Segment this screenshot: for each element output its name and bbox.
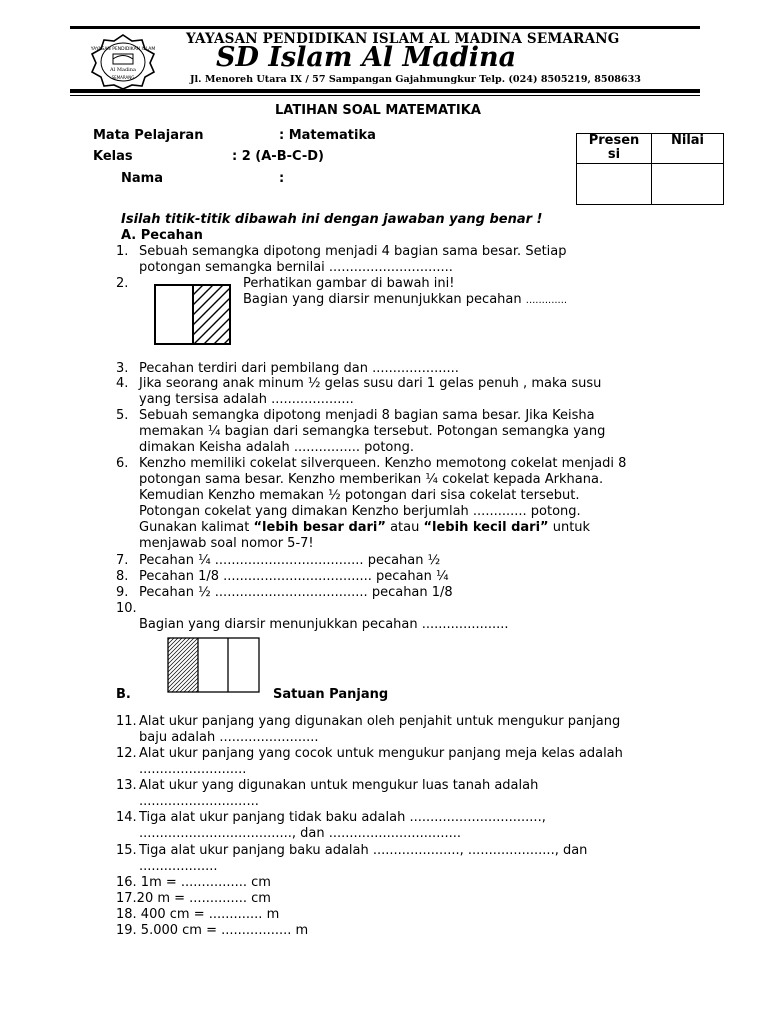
letterhead-top-border: [70, 26, 700, 29]
school-name: SD Islam Al Madina: [216, 42, 517, 73]
q2-text-2-main: Bagian yang diarsir menunjukkan pecahan: [243, 292, 522, 307]
section-a-title: A. Pecahan: [121, 228, 203, 243]
q4-number: 4.: [116, 376, 129, 391]
q7-number: 7.: [116, 553, 129, 568]
q15-number: 15.: [116, 843, 137, 858]
inst-part-5: untuk: [548, 520, 591, 535]
score-header: Nilai: [670, 133, 705, 148]
q6-text-3: Kemudian Kenzho memakan ½ potongan dari sisa cokelat tersebut.: [139, 488, 580, 503]
subject-value: : Matematika: [279, 128, 376, 143]
comparison-instruction-2: menjawab soal nomor 5-7!: [139, 536, 314, 551]
logo-mid-text: Al Madina: [110, 67, 136, 73]
q10-text: Bagian yang diarsir menunjukkan pecahan .....................: [139, 617, 509, 632]
name-label: Nama: [121, 171, 163, 186]
q8-text: Pecahan 1/8 .................................... pecahan ¼: [139, 569, 449, 584]
school-logo: [80, 32, 166, 90]
q7-text: Pecahan ¼ .................................... pecahan ½: [139, 553, 441, 568]
q16-text: 16. 1m = ................ cm: [116, 875, 271, 890]
q17-text: 17.20 m = .............. cm: [116, 891, 271, 906]
score-table: [576, 133, 724, 205]
instruction: Isilah titik-titik dibawah ini dengan jawaban yang benar !: [121, 212, 543, 227]
q13-text-2: .............................: [139, 794, 259, 809]
inst-part-1: Gunakan kalimat: [139, 520, 254, 535]
q15-text: Tiga alat ukur panjang baku adalah ....................., ....................., dan: [139, 843, 588, 858]
q5-text: Sebuah semangka dipotong menjadi 8 bagian sama besar. Jika Keisha: [139, 408, 595, 423]
subject-label: Mata Pelajaran: [93, 128, 204, 143]
q15-text-2: ...................: [139, 859, 218, 874]
q2-number: 2.: [116, 276, 129, 291]
q9-number: 9.: [116, 585, 129, 600]
q1-text: Sebuah semangka dipotong menjadi 4 bagian sama besar. Setiap: [139, 244, 567, 259]
q11-text: Alat ukur panjang yang digunakan oleh penjahit untuk mengukur panjang: [139, 714, 621, 729]
inst-part-4: “lebih kecil dari”: [423, 520, 549, 535]
logo-top-text: YAYASAN PENDIDIKAN ISLAM: [90, 47, 156, 52]
q4-text-2: yang tersisa adalah ....................: [139, 392, 354, 407]
q5-text-3: dimakan Keisha adalah ................ potong.: [139, 440, 414, 455]
q1-text-2: potongan semangka bernilai ..............................: [139, 260, 453, 275]
class-value: : 2 (A-B-C-D): [232, 149, 324, 164]
q13-number: 13.: [116, 778, 137, 793]
q6-text-4: Potongan cokelat yang dimakan Kenzho berjumlah ............. potong.: [139, 504, 581, 519]
comparison-instruction: [139, 520, 590, 536]
foundation-name: YAYASAN PENDIDIKAN ISLAM AL MADINA SEMARANG: [186, 31, 620, 47]
q8-number: 8.: [116, 569, 129, 584]
q14-text: Tiga alat ukur panjang tidak baku adalah ................................,: [139, 810, 546, 825]
q2-text: Perhatikan gambar di bawah ini!: [243, 276, 455, 291]
q11-number: 11.: [116, 714, 137, 729]
inst-part-2: “lebih besar dari”: [253, 520, 386, 535]
q2-figure: [154, 284, 232, 346]
q6-text-2: potongan sama besar. Kenzho memberikan ¼ cokelat kepada Arkhana.: [139, 472, 604, 487]
q12-number: 12.: [116, 746, 137, 761]
q18-text: 18. 400 cm = ............. m: [116, 907, 280, 922]
class-label: Kelas: [93, 149, 133, 164]
q1-number: 1.: [116, 244, 129, 259]
name-value: :: [279, 171, 285, 186]
q11-text-2: baju adalah ........................: [139, 730, 319, 745]
q6-text: Kenzho memiliki cokelat silverqueen. Kenzho memotong cokelat menjadi 8: [139, 456, 627, 471]
q3-text: Pecahan terdiri dari pembilang dan .....................: [139, 361, 459, 376]
section-b-title: Satuan Panjang: [273, 687, 389, 702]
q12-text: Alat ukur panjang yang cocok untuk mengukur panjang meja kelas adalah: [139, 746, 623, 761]
q4-text: Jika seorang anak minum ½ gelas susu dari 1 gelas penuh , maka susu: [139, 376, 602, 391]
q10-number: 10.: [116, 601, 137, 616]
q19-text: 19. 5.000 cm = ................. m: [116, 923, 309, 938]
section-b-letter: B.: [116, 687, 131, 702]
q9-text: Pecahan ½ ..................................... pecahan 1/8: [139, 585, 453, 600]
q14-text-2: ....................................., dan ................................: [139, 826, 461, 841]
q5-number: 5.: [116, 408, 129, 423]
logo-bottom-text: SEMARANG: [111, 75, 135, 80]
q6-number: 6.: [116, 456, 129, 471]
score-cell[interactable]: [652, 164, 723, 204]
q14-number: 14.: [116, 810, 137, 825]
q5-text-2: memakan ¼ bagian dari semangka tersebut. Potongan semangka yang: [139, 424, 606, 439]
attendance-cell[interactable]: [577, 164, 651, 204]
q13-text: Alat ukur yang digunakan untuk mengukur luas tanah adalah: [139, 778, 539, 793]
q10-figure: [167, 637, 261, 694]
q12-text-2: ..........................: [139, 762, 247, 777]
letterhead-bottom-border-thin: [70, 95, 700, 96]
q2-text-2: [243, 292, 567, 309]
inst-part-3: atau: [385, 520, 424, 535]
school-address: Jl. Menoreh Utara IX / 57 Sampangan Gajahmungkur Telp. (024) 8505219, 8508633: [190, 74, 641, 85]
q3-number: 3.: [116, 361, 129, 376]
attendance-header: Presen si: [588, 133, 640, 162]
page-title: LATIHAN SOAL MATEMATIKA: [275, 103, 481, 118]
q2-blank: .............: [525, 295, 568, 306]
